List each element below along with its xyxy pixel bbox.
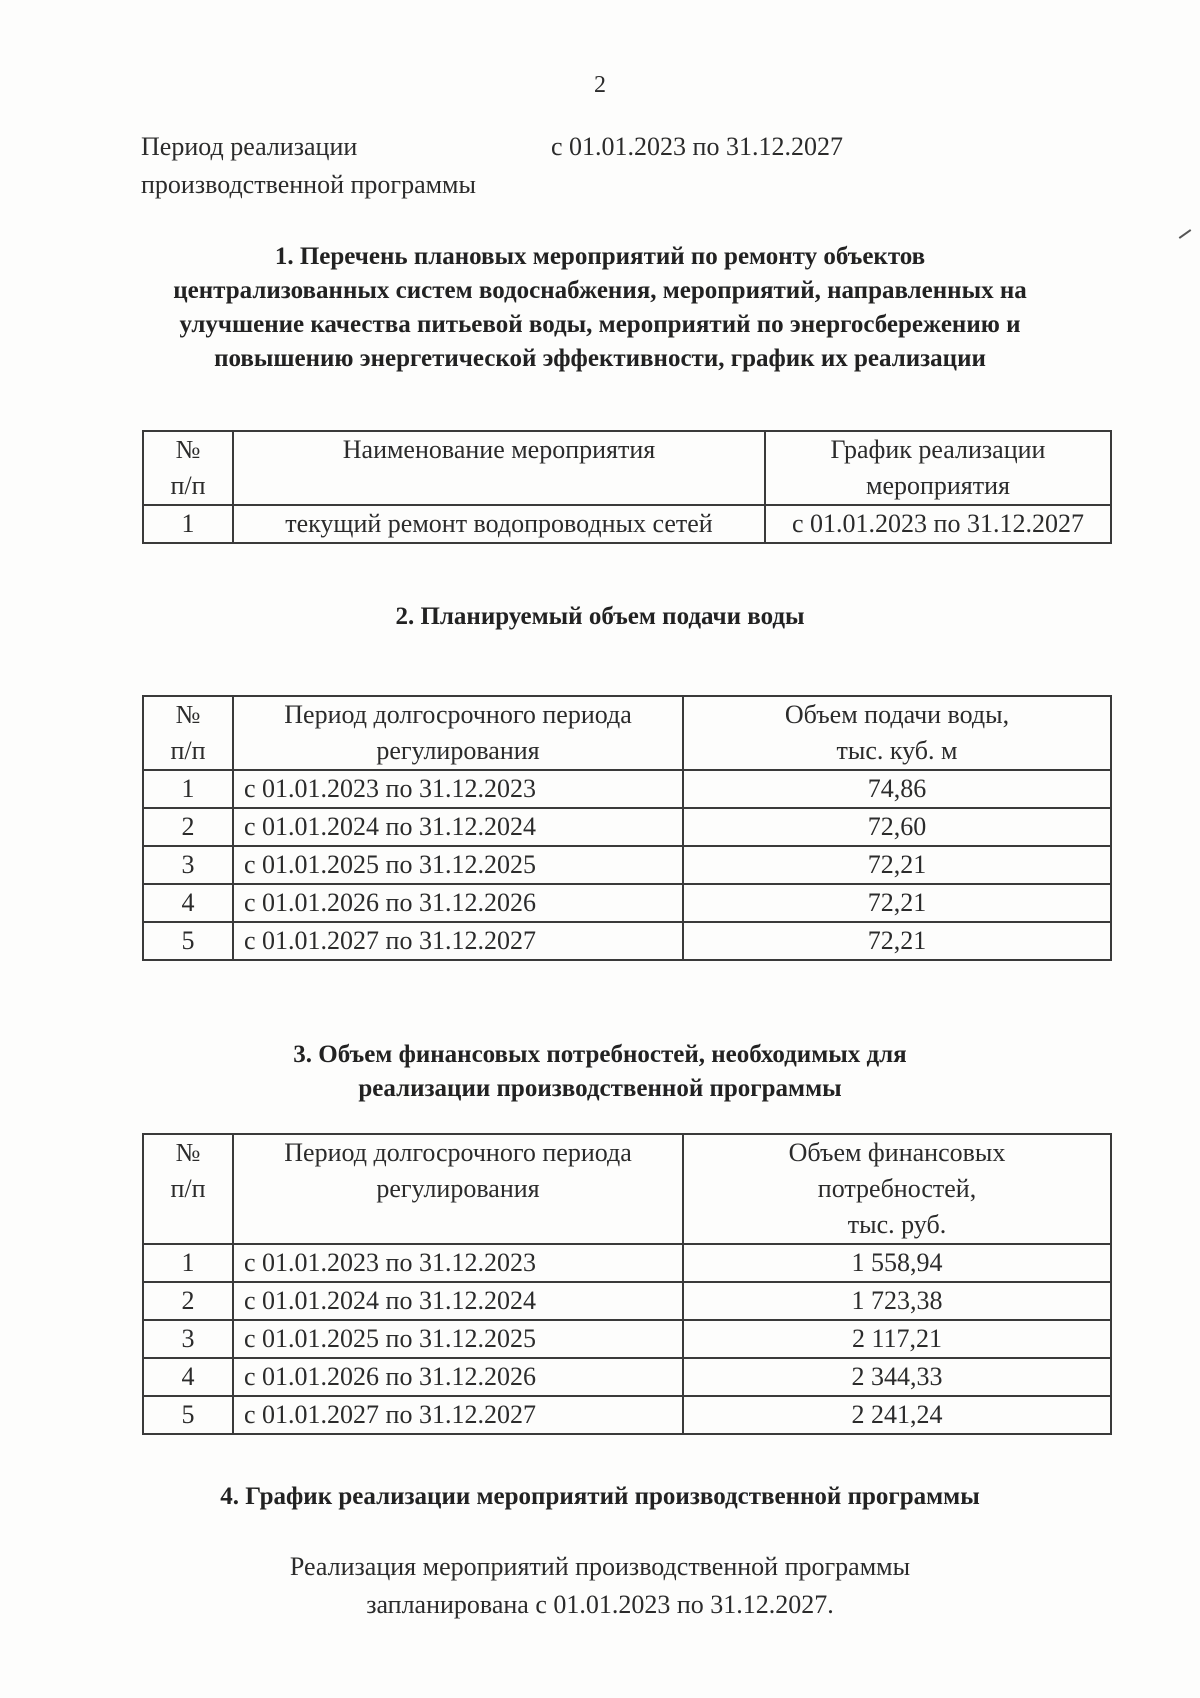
col-water-volume: Объем подачи воды, тыс. куб. м — [683, 696, 1111, 770]
section2-title: 2. Планируемый объем подачи воды — [395, 603, 805, 630]
activities-table — [142, 430, 1112, 544]
col-num: № п/п — [143, 1134, 233, 1244]
period-label-line2: производственной программы — [141, 170, 476, 199]
col-activity-name: Наименование мероприятия — [233, 431, 765, 505]
program-period — [141, 128, 843, 204]
period-label: Период реализации — [141, 132, 358, 161]
col-num: № п/п — [143, 431, 233, 505]
table-row: 4 с 01.01.2026 по 31.12.2026 72,21 — [143, 884, 1111, 922]
pen-mark — [1179, 229, 1192, 239]
col-schedule: График реализации мероприятия — [765, 431, 1111, 505]
table-row: 2 с 01.01.2024 по 31.12.2024 72,60 — [143, 808, 1111, 846]
table-row: 5 с 01.01.2027 по 31.12.2027 72,21 — [143, 922, 1111, 960]
table-row: 4 с 01.01.2026 по 31.12.2026 2 344,33 — [143, 1358, 1111, 1396]
water-supply-table — [142, 695, 1112, 961]
table-row: 5 с 01.01.2027 по 31.12.2027 2 241,24 — [143, 1396, 1111, 1434]
row-activity: текущий ремонт водопроводных сетей — [233, 505, 765, 543]
col-period: Период долгосрочного периода регулирования — [233, 1134, 683, 1244]
table-header-row — [143, 696, 1111, 770]
finance-table — [142, 1133, 1112, 1435]
col-num: № п/п — [143, 696, 233, 770]
table-row: 3 с 01.01.2025 по 31.12.2025 2 117,21 — [143, 1320, 1111, 1358]
table-row: 1 с 01.01.2023 по 31.12.2023 74,86 — [143, 770, 1111, 808]
table-row: 1 с 01.01.2023 по 31.12.2023 1 558,94 — [143, 1244, 1111, 1282]
section4-text: Реализация мероприятий производственной программы запланирована с 01.01.2023 по 31.12.2027. — [289, 1552, 911, 1619]
table-header-row — [143, 1134, 1111, 1244]
row-schedule: с 01.01.2023 по 31.12.2027 — [765, 505, 1111, 543]
table-row — [143, 505, 1111, 543]
col-period: Период долгосрочного периода регулирования — [233, 696, 683, 770]
col-finance-volume: Объем финансовых потребностей, тыс. руб. — [683, 1134, 1111, 1244]
table-row: 3 с 01.01.2025 по 31.12.2025 72,21 — [143, 846, 1111, 884]
page-number: 2 — [594, 72, 606, 98]
table-row: 2 с 01.01.2024 по 31.12.2024 1 723,38 — [143, 1282, 1111, 1320]
table-header-row — [143, 431, 1111, 505]
section4-title: 4. График реализации мероприятий производственной программы — [220, 1483, 980, 1510]
section1-title: 1. Перечень плановых мероприятий по ремонту объектов централизованных систем водоснабжения, мероприятий, направленных на улучшение качества питьевой воды, мероприятий по энергосбережению и повышению энергетической эффективности, график их реализации — [173, 243, 1027, 372]
section3-title: 3. Объем финансовых потребностей, необходимых для реализации производственной программы — [293, 1041, 907, 1102]
row-num: 1 — [143, 505, 233, 543]
period-value: с 01.01.2023 по 31.12.2027 — [551, 132, 843, 161]
